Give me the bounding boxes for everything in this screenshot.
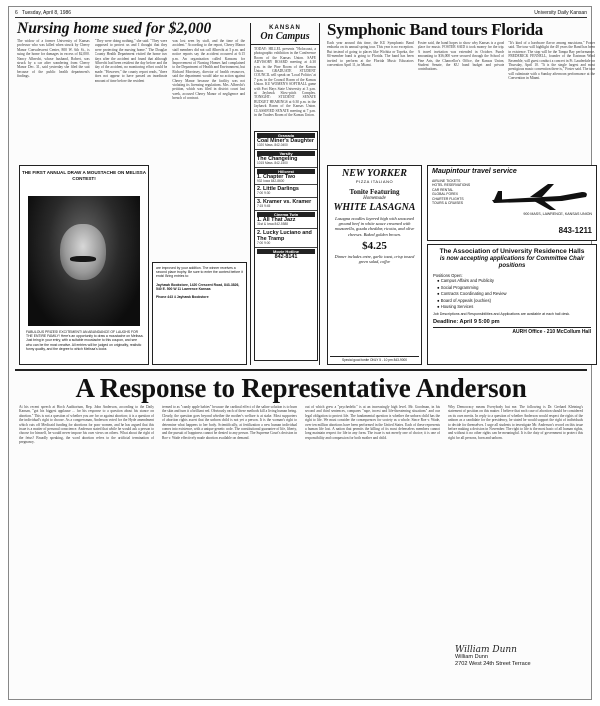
assoc-note: Job Descriptions and Responsibilities and Applications are available at each hall desk. <box>433 312 571 317</box>
travel-phone: 843-1211 <box>558 226 592 235</box>
nursing-col-1: The widow of a former University of Kansas professor who was killed when struck by Cherry Manor Convalescent Center, 800 W. 6th St., is suing the home for damages in excess of $2,000. Nancy Albrecht, whose husband, Robert, was struck by a car after wandering from Cherry Manor Dec. 31, said yesterday she filed the suit because of the public health department's findings. <box>17 39 90 79</box>
author-signature: William Dunn <box>455 645 517 655</box>
listing-theater: Granada <box>257 133 315 138</box>
assoc-deadline: Deadline: April 9 5:00 pm <box>433 318 500 325</box>
symphonic-headline: Symphonic Band tours Florida <box>327 20 543 39</box>
response-col-3: out of which grew a "psychedelic" is at an increasingly high level. Mr. Goodman, in his second and third sentences, compares "rape, incest and life-threatening situations" and our legal obligation to protect life. The fundamental question is whether the unborn child has the right to life. We must consider the consequences for society as a whole. Since Roe v. Wade, over ten million abortions have been performed in the United States. Each of these represents a human life lost. A nation that permits the killing of its most defenseless members cannot long maintain respect for life in any form. The issue is not merely one of choice; it is one of responsibility and compassion for both mother and child. <box>305 405 440 440</box>
new-yorker-ad <box>327 165 422 365</box>
travel-address: 900 MASS, LAWRENCE, KANSAS UNION <box>523 212 592 216</box>
ny-logo: NEW YORKER <box>342 168 407 179</box>
listing-theater: Varsity <box>257 151 315 156</box>
listing-title: 2. Lucky Luciano and The Tramp <box>257 229 312 242</box>
symphonic-col-1: Each year around this time, the KU Symphonic Band embarks on its annual spring tour. This year is no exception. But instead of going to places like Wichita or Topeka, the 84-member band is going to Florida. The band has been invited to perform at the Florida Music Educators convention April 11, in Miami. <box>327 41 414 68</box>
portrait-face <box>60 224 106 280</box>
folio-page-date: 6 Tuesday, April 8, 1986 <box>15 10 72 16</box>
contest-side-text: are improved by your addition. The winner receives a second place trophy. Be sure to enter the contest before it ends! Bring entries to: <box>156 266 243 279</box>
residence-halls-ad <box>427 244 597 365</box>
listing-title: 1. All That Jazz <box>257 216 296 223</box>
listing-theater: Cinema Twin <box>257 212 315 217</box>
listing-theater: Movie Hotline <box>257 249 315 254</box>
page-folio <box>15 10 587 18</box>
nursing-col-3: was lost seen by staff, and the time of the accident." According to the report, Cherry Manor staff members did not call Albrecht at 5 p.m. and notice reports say the accident occurred at 6:15 p.m. An organization called Kansans for Improvement of Nursing Homes had complained to the Department of Health and Environment, but Richard Morrissey, director of health resources, said the department would take no action against Cherry Manor because the facility was not violating its licensing regulations. Mrs. Albrecht's petition, which was filed in district court last week, accused Cherry Manor of negligence and breach of contract. <box>172 39 246 101</box>
travel-service-item: TOURS & CRUISES <box>432 201 464 206</box>
listing-title: The Changeling <box>257 155 298 162</box>
newspaper-page <box>8 6 596 700</box>
contest-headline: THE FIRST ANNUAL DRAW A MOUSTACHE ON MELISSA CONTEST! <box>21 170 147 181</box>
listing-item <box>255 168 317 186</box>
drawn-moustache <box>70 256 96 262</box>
travel-services-list <box>432 179 470 205</box>
travel-service-item: CAR RENTAL <box>432 187 454 192</box>
listing-item <box>255 198 317 211</box>
listing-item <box>255 229 317 248</box>
symphonic-col-2: Foster said, the band hopes to show why Kansas is a good place for music. FOSTER SAID it took money for the trip. A travel invitation was extended in October. Funds amounting to $36,000 were secured through the School of Fine Arts, the Chancellor's Office, the Kansas Union, Student Senate, the KU band budget and private contributions. <box>417 41 505 72</box>
assoc-position-item: ● Board of Appeals (ouchies) <box>437 297 491 303</box>
ny-footer: Special good tonite ONLY 5 - 10 pm 843-9000 <box>330 356 419 362</box>
ny-tonite: Tonite Featuring <box>349 188 400 196</box>
movie-listings <box>254 131 318 361</box>
contest-caption: FABULOUS PRIZES! EXCITEMENT! AN ABUNDANCE OF LAUGHS FOR THE ENTIRE FAMILY! Here's an opportunity to draw a moustache on Melissa. Just bring in your entry, with a suitable moustache to this coupon, and see who can be the most creative. All entries will be judged on originality, realistic funny quality, and the degree to which Melissa's looks <box>26 330 144 351</box>
assoc-position-item: ● Housing Services <box>437 304 474 310</box>
listing-detail: 7:00 9:00 <box>257 240 271 245</box>
travel-service-item: CHARTER FLIGHTS <box>432 196 464 201</box>
on-campus-title: On Campus <box>260 31 310 42</box>
assoc-title: The Association of University Residence Halls <box>439 248 585 255</box>
listing-detail: 1020 Mass. 842-0400 <box>257 143 288 147</box>
response-col-2: termed to as "candy apple babies" because the cardinal effect of the saline solution is to burn the skin and turn it a brilliant red. Obviously each of these methods kill a living human being. Clearly, the question goes beyond whether the mother's welfare is at stake. Most supporters of abortion rights assert that the unborn child is not yet a person. It is the woman's right to determine what happens to her body. Scientifically, at fertilization a new human individual comes into existence, with a unique genetic code. The constitutional guarantee of life, liberty, and the pursuit of happiness cannot be denied to any person. The Supreme Court's decision in Roe v. Wade effectively made abortion available on demand. <box>162 405 297 440</box>
listing-title: 3. Kramer vs. Kramer <box>257 199 312 206</box>
nursing-col-2: "They were doing nothing," she said. "They were supposed to protect us and I thought that they were protecting the nursing home." The Douglas County Health Department visited the home two days after the accident and found that although Albrecht had been resident the day before and the day of the accident, no monitoring effort could be made. "However," the county report reads, "there does not appear to have passed an inordinate amount of time before the resident <box>94 39 168 83</box>
contest-details-box <box>152 262 247 365</box>
symphonic-col-3: "It's kind of a hardware flavor among musicians," Foster said. The tour will highlight the 40 years the Band has been in existence. The stop will be the Tampa Bay performance. FREDERICK FENNELL, founder of the Eastman Wind Ensemble, will guest conduct a concert in Ft. Lauderdale on Thursday, April 10. "It is the single largest and most prestigious music convention there is," Foster said. The tour will culminate with a Sunday afternoon performance at the Convention in Miami. <box>508 41 596 81</box>
nursing-headline: Nursing home sued for $2,000 <box>17 20 212 37</box>
listing-detail: 7:15 9:45 <box>257 204 271 209</box>
listing-detail: 7:00 9:30 <box>257 191 271 196</box>
assoc-position-item: ● Social Programming <box>437 284 479 290</box>
author-address: 2702 West 24th Street Terrace <box>455 661 531 667</box>
listing-item <box>255 132 317 150</box>
ny-dish: WHITE LASAGNA <box>333 202 416 213</box>
portrait-photo <box>28 196 140 326</box>
on-campus-header <box>251 23 319 45</box>
assoc-subtitle: is now accepting applications for Committee Chair positions <box>439 256 585 270</box>
assoc-position-item: ● Campus Affairs and Publicity <box>437 278 494 284</box>
listing-title: 842-8141 <box>274 253 298 260</box>
listing-item <box>255 150 317 168</box>
listing-item <box>255 211 317 229</box>
assoc-office: AURH Office - 210 McCollum Hall <box>433 327 591 335</box>
assoc-position-item: ● Contracts Coordinating and Review <box>437 291 507 297</box>
response-col-1: At his recent speech at Hoch Auditorium, Rep. John Anderson, according to the Daily Kansan, "got his biggest applause ... for his response to a question about his stance on abortion." This is not a question of whether you are for or against abortion; it is a question of the individual's right to choose. As a congressman, Anderson voted for the Hyde amendment which cuts off Medicaid funding for abortions for poor women, and he has argued that this issue is a matter of personal conscience. Anderson stated that while he would ask a person to choose for himself, he would never impose his own views on others. What about the right of the fetus? Broadly speaking, the word abortion refers to the artificial termination of pregnancy. <box>19 405 154 445</box>
contest-address: Jayhawk Bookstore, 1420 Crescent Road, 843-3826, 540 E. 500 W 11 Lawrence Kansas <box>156 282 240 291</box>
assoc-positions-label: Positions Open: <box>433 273 463 279</box>
ny-subtitle: PIZZA ITALIANO <box>355 179 394 184</box>
author-signature-block <box>455 647 585 668</box>
assoc-positions-list <box>437 278 591 310</box>
listing-title: 2. Little Darlings <box>257 186 299 193</box>
listing-detail: 932 Iowa 842-8600 <box>257 178 285 183</box>
travel-title: Maupintour travel service <box>432 168 517 175</box>
travel-service-item: HOTEL RESERVATIONS <box>432 183 471 188</box>
on-campus-body: TODAY: HILLEL presents "Holocaust, a photographic exhibition in the Conference Room of the Kansas Union. SAFE ADVISORY BOARD meeting at 4:30 p.m. in the Pine Room of the Kansas Union. GRADUATE STUDENT COUNCIL will speak on 'Local Politics' at 7 p.m. in the Council Room of the Kansas Union. KU WOMEN'S SOFTBALL game with Fort Hays State University at 3 p.m. at Jayhawk Slow-pitch Complex. TONIGHT: STUDENT SENATE BUDGET HEARINGS at 6:30 p.m. in the Jayhawk Room of the Kansas Union. CLASSIFIED SENATE meeting at 7 p.m. in the Traders Room of the Kansas Union. <box>254 47 316 118</box>
listing-theater: Hillcrest <box>257 169 315 174</box>
on-campus-column <box>250 23 320 365</box>
symphonic-article <box>327 41 595 161</box>
listing-item <box>255 185 317 198</box>
response-headline: A Response to Representative Anderson <box>75 373 527 403</box>
airplane-icon <box>490 182 590 212</box>
ny-price: $4.25 <box>362 239 387 252</box>
listing-detail: 31st & Iowa 842-5588 <box>257 221 289 226</box>
contest-footer: Phone 443 4 Jayhawk Bookstore <box>156 295 209 300</box>
travel-service-item: AIRLINE TICKETS <box>432 179 461 183</box>
listing-title: Coal Miner's Daughter <box>257 138 314 144</box>
travel-service-item: GLOBAL FOREX <box>432 192 459 197</box>
listing-item <box>255 248 317 261</box>
ny-description: Lasagna noodles layered high with seasoned ground beef in white sauce creamed with mozzarella, gouda cheddar, ricotta, and olive cheeses. Baked golden brown. <box>334 216 415 237</box>
folio-paper-name: University Daily Kansan <box>534 10 587 16</box>
section-divider <box>15 369 587 371</box>
response-col-4: Why Democracy means Everybody but me. The following is Dr. Gerhard Kleining's statement of position on this matter. I believe that each case of abortion should be considered on its own merits. In reply to a question of whether Anderson would respect the rights of the unborn as a candidate for the presidency, he stated he would support the right of individuals to decide for themselves. I urge all students to investigate Mr. Anderson's record on this issue before making a decision in November. The right to life is the most basic of all human rights, and without it no other rights can be meaningful. It is the duty of government to protect this right for all persons, born and unborn. <box>448 405 583 440</box>
author-name: William Dunn <box>455 654 488 660</box>
listing-detail: 1015 Mass. 842-1500 <box>257 160 288 165</box>
listing-title: 1. Chapter Two <box>257 173 296 180</box>
ny-dinner-includes: Dinner includes entre, garlic toast, crisp tossed green salad, coffee <box>334 253 415 264</box>
travel-service-ad <box>427 165 597 241</box>
ny-featuring: Homemade <box>363 196 386 201</box>
kansan-label: KANSAN <box>269 25 301 31</box>
nursing-article <box>17 39 245 161</box>
moustache-contest-ad <box>19 165 149 365</box>
